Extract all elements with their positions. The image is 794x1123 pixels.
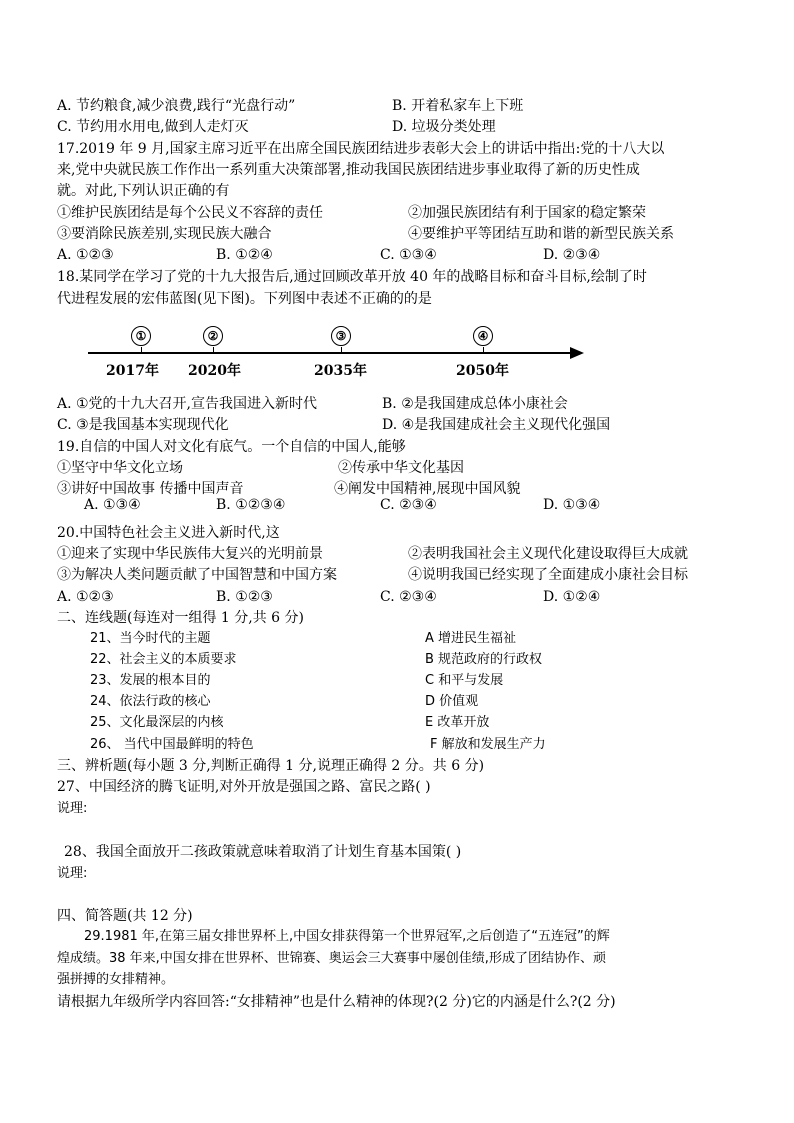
q18-option-c: C. ③是我国基本实现现代化 (57, 417, 229, 433)
q20-item-2: ②表明我国社会主义现代化建设取得巨大成就 (408, 546, 688, 562)
q17-item-1: ①维护民族团结是每个公民义不容辞的责任 (57, 205, 323, 221)
q20-option-d: D. ①②④ (543, 589, 601, 605)
q19-item-4: ④阐发中国精神,展现中国风貌 (334, 481, 521, 497)
q29-passage-line3: 强拼搏的女排精神。 (57, 972, 175, 987)
q20-item-3: ③为解决人类问题贡献了中国智慧和中国方案 (57, 567, 337, 583)
q29-passage-line2: 煌成绩。38 年来,中国女排在世界杯、世锦赛、奥运会三大赛事中屡创佳绩,形成了团结协作、顽 (57, 951, 606, 966)
q17-stem-line2: 来,党中央就民族工作作出一系列重大决策部署,推动我国民族团结进步事业取得了新的历史性成 (57, 162, 640, 178)
match-right-e: E 改革开放 (425, 715, 490, 730)
timeline-mark-1: ① (131, 326, 151, 346)
timeline-year-2020: 2020年 (188, 363, 241, 379)
q19-option-d: D. ①③④ (543, 497, 601, 513)
q20-option-b: B. ①②③ (216, 589, 273, 605)
timeline-mark-4: ④ (473, 326, 493, 346)
q20-option-a: A. ①②③ (57, 589, 114, 605)
q16-option-d: D. 垃圾分类处理 (392, 119, 496, 135)
timeline-year-2035: 2035年 (314, 363, 367, 379)
match-right-a: A 增进民生福祉 (425, 631, 517, 646)
q20-item-1: ①迎来了实现中华民族伟大复兴的光明前景 (57, 546, 323, 562)
q28-stem: 28、我国全面放开二孩政策就意味着取消了计划生育基本国策( ) (64, 844, 462, 860)
timeline-tick (213, 347, 214, 353)
q20-stem: 20.中国特色社会主义进入新时代,这 (57, 525, 280, 541)
q20-item-4: ④说明我国已经实现了全面建成小康社会目标 (408, 567, 688, 583)
q17-stem-line3: 就。对此,下列认识正确的有 (57, 183, 230, 199)
q18-option-b: B. ②是我国建成总体小康社会 (382, 396, 568, 412)
q17-option-c: C. ①③④ (380, 247, 437, 263)
q17-item-2: ②加强民族团结有利于国家的稳定繁荣 (408, 205, 646, 221)
timeline-mark-2: ② (203, 326, 223, 346)
section4-title: 四、简答题(共 12 分) (57, 908, 193, 924)
q18-option-a: A. ①党的十九大召开,宣告我国进入新时代 (57, 396, 318, 412)
match-left-24: 24、依法行政的核心 (90, 694, 211, 709)
q18-stem-line2: 代进程发展的宏伟蓝图(见下图)。下列图中表述不正确的的是 (57, 291, 432, 307)
section2-title: 二、连线题(每连对一组得 1 分,共 6 分) (57, 610, 304, 626)
q28-reason-label: 说理: (57, 866, 88, 881)
q19-stem: 19.自信的中国人对文化有底气。一个自信的中国人,能够 (57, 439, 406, 455)
q27-reason-label: 说理: (57, 801, 88, 816)
q19-option-a: A. ①③④ (84, 497, 141, 513)
q18-stem-line1: 18.某同学在学习了党的十九大报告后,通过回顾改革开放 40 年的战略目标和奋斗目标,绘制了时 (57, 269, 647, 285)
q27-stem: 27、中国经济的腾飞证明,对外开放是强国之路、富民之路( ) (57, 779, 431, 795)
match-left-26: 26、 当代中国最鲜明的特色 (90, 737, 254, 752)
timeline-arrow-icon (570, 347, 584, 359)
q19-item-3: ③讲好中国故事 传播中国声音 (57, 481, 244, 497)
timeline-tick (141, 347, 142, 353)
match-left-25: 25、文化最深层的内核 (90, 715, 224, 730)
timeline-year-2050: 2050年 (456, 363, 509, 379)
q19-item-2: ②传承中华文化基因 (338, 460, 464, 476)
q17-option-a: A. ①②③ (57, 247, 114, 263)
q16-option-a: A. 节约粮食,减少浪费,践行“光盘行动” (57, 98, 296, 114)
q19-option-b: B. ①②③④ (216, 497, 286, 513)
match-left-22: 22、社会主义的本质要求 (90, 652, 237, 667)
match-left-23: 23、发展的根本目的 (90, 673, 211, 688)
timeline-figure (88, 324, 588, 382)
timeline-tick (341, 347, 342, 353)
q29-question: 请根据九年级所学内容回答:“女排精神”也是什么精神的体现?(2 分)它的内涵是什么?(2 分) (57, 994, 616, 1010)
q19-option-c: C. ②③④ (380, 497, 437, 513)
q18-option-d: D. ④是我国建成社会主义现代化强国 (382, 417, 611, 433)
q16-option-c: C. 节约用水用电,做到人走灯灭 (57, 119, 249, 135)
timeline-tick (483, 347, 484, 353)
q20-option-c: C. ②③④ (380, 589, 437, 605)
q29-passage-line1: 29.1981 年,在第三届女排世界杯上,中国女排获得第一个世界冠军,之后创造了“五连冠”的辉 (84, 929, 610, 944)
q19-item-1: ①坚守中华文化立场 (57, 460, 183, 476)
timeline-year-2017: 2017年 (106, 363, 159, 379)
match-right-d: D 价值观 (425, 694, 479, 709)
timeline-axis (88, 352, 572, 354)
q17-option-b: B. ①②④ (216, 247, 273, 263)
q16-option-b: B. 开着私家车上下班 (392, 98, 524, 114)
q17-item-4: ④要维护平等团结互助和谐的新型民族关系 (408, 226, 674, 242)
q17-option-d: D. ②③④ (543, 247, 601, 263)
match-right-b: B 规范政府的行政权 (425, 652, 543, 667)
match-left-21: 21、当今时代的主题 (90, 631, 211, 646)
match-right-f: F 解放和发展生产力 (430, 737, 546, 752)
match-right-c: C 和平与发展 (425, 673, 504, 688)
section3-title: 三、辨析题(每小题 3 分,判断正确得 1 分,说理正确得 2 分。共 6 分) (57, 758, 485, 774)
q17-item-3: ③要消除民族差别,实现民族大融合 (57, 226, 272, 242)
q17-stem-line1: 17.2019 年 9 月,国家主席习近平在出席全国民族团结进步表彰大会上的讲话中指出:党的十八大以 (57, 141, 665, 157)
timeline-mark-3: ③ (331, 326, 351, 346)
